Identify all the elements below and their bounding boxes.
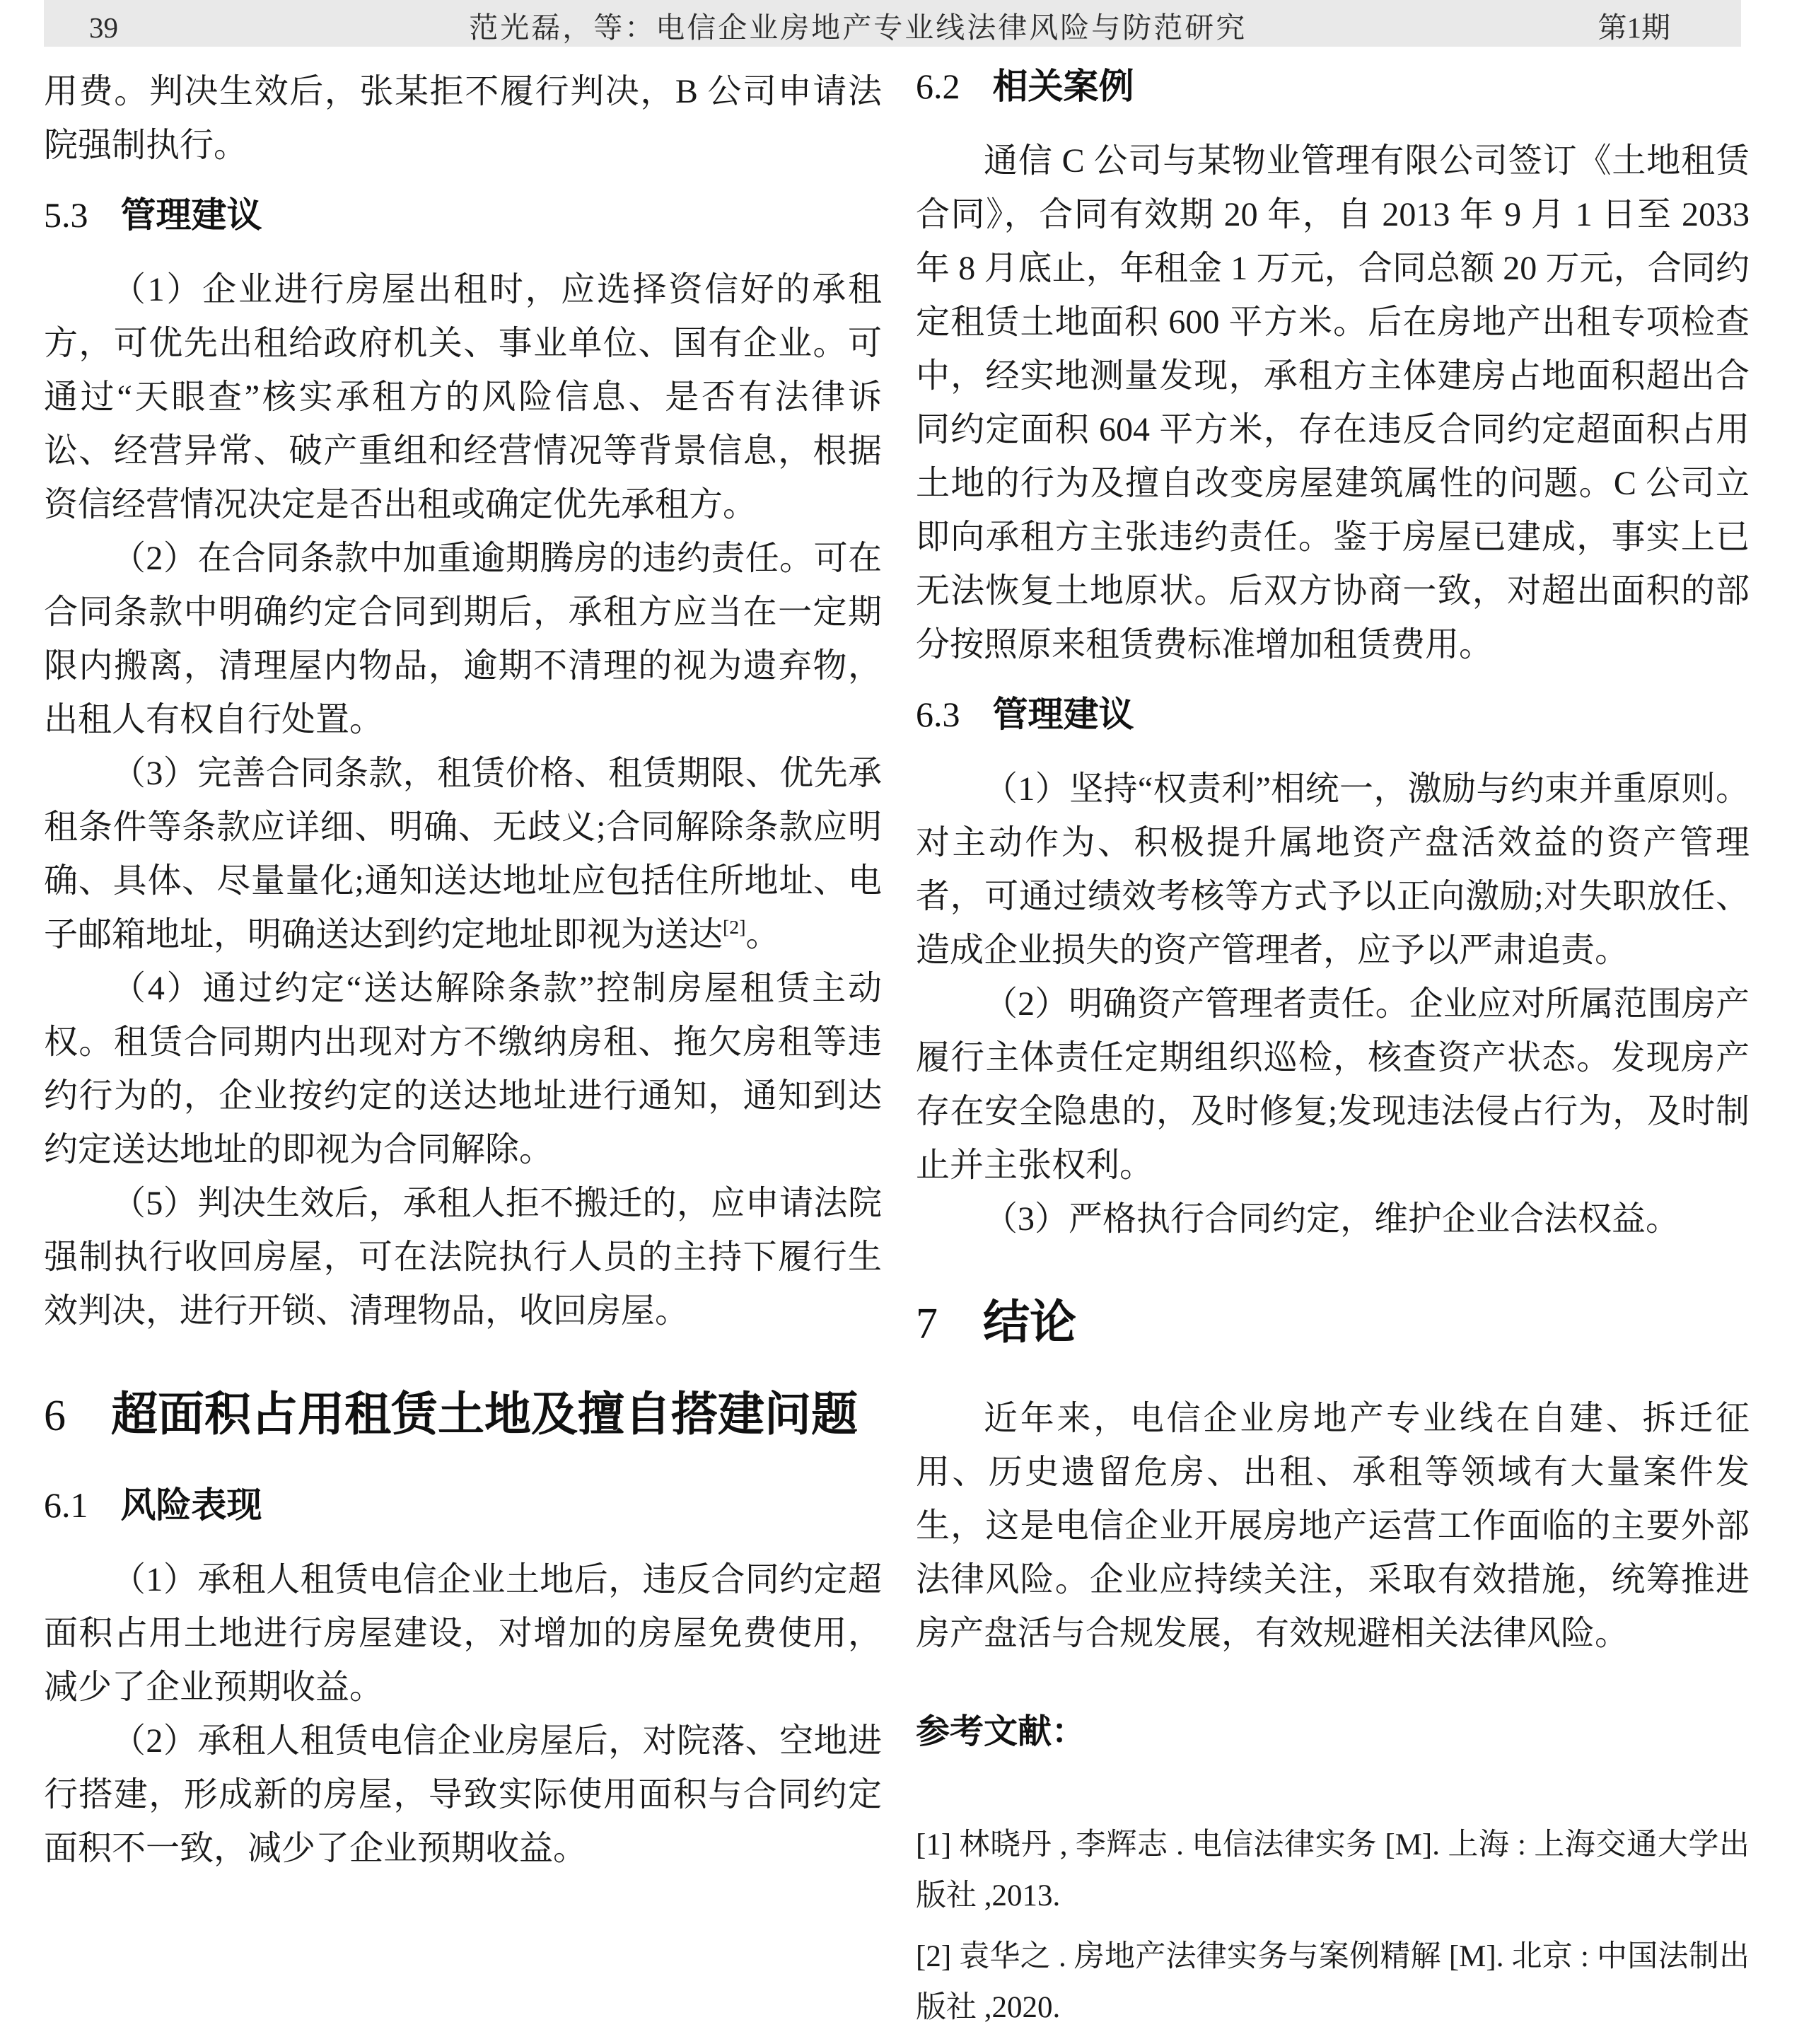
heading-number: 6.2: [916, 66, 960, 106]
paragraph: （1）坚持“权责利”相统一，激励与约束并重原则。对主动作为、积极提升属地资产盘活效益的资产管理者，可通过绩效考核等方式予以正向激励;对失职放任、造成企业损失的资产管理者，应予以严肃追责。: [916, 770, 1750, 969]
issue-label: 第1期: [1598, 11, 1670, 44]
heading-title: 管理建议: [120, 195, 262, 235]
heading-title: 结论: [983, 1296, 1076, 1348]
paragraph: （5）判决生效后，承租人拒不搬迁的，应申请法院强制执行收回房屋，可在法院执行人员的主持下履行生效判决，进行开锁、清理物品，收回房屋。: [44, 1185, 882, 1330]
heading-title: 超面积占用租赁土地及擅自搭建问题: [111, 1388, 858, 1440]
heading-section-6-1: [44, 1484, 882, 1526]
running-title: 范光磊，等：电信企业房地产专业线法律风险与防范研究: [469, 11, 1247, 44]
right-column: [916, 65, 1750, 2043]
heading-number: 5.3: [44, 195, 88, 235]
citation-2-superscript: [2]: [723, 917, 746, 939]
paragraph-continuation: 用费。判决生效后，张某拒不履行判决，B 公司申请法院强制执行。: [44, 73, 882, 164]
paragraph-conclusion: 近年来，电信企业房地产专业线在自建、拆迁征用、历史遗留危房、出租、承租等领域有大量案件发生，这是电信企业开展房地产运营工作面临的主要外部法律风险。企业应持续关注，采取有效措施，统筹推进房产盘活与合规发展，有效规避相关法律风险。: [916, 1399, 1750, 1652]
paragraph-text: （3）完善合同条款，租赁价格、租赁期限、优先承租条件等条款应详细、明确、无歧义;合同解除条款应明确、具体、尽量量化;通知送达地址应包括住所地址、电子邮箱地址，明确送达到约定地址即视为送达: [44, 755, 882, 953]
heading-title: 风险表现: [120, 1485, 262, 1525]
paragraph: （2）承租人租赁电信企业房屋后，对院落、空地进行搭建，形成新的房屋，导致实际使用面积与合同约定面积不一致，减少了企业预期收益。: [44, 1721, 882, 1867]
references-heading: 参考文献：: [916, 1712, 1086, 1750]
paragraph: （2）明确资产管理者责任。企业应对所属范围房产履行主体责任定期组织巡检，核查资产状态。发现房产存在安全隐患的，及时修复;发现违法侵占行为，及时制止并主张权利。: [916, 985, 1750, 1184]
paragraph: （4）通过约定“送达解除条款”控制房屋租赁主动权。租赁合同期内出现对方不缴纳房租、拖欠房租等违约行为的，企业按约定的送达地址进行通知，通知到达约定送达地址的即视为合同解除。: [44, 970, 882, 1168]
paragraph: [44, 747, 882, 962]
left-column: [44, 65, 882, 2043]
paragraph-text: 。: [745, 916, 780, 953]
paragraph: （1）企业进行房屋出租时，应选择资信好的承租方，可优先出租给政府机关、事业单位、国有企业。可通过“天眼查”核实承租方的风险信息、是否有法律诉讼、经营异常、破产重组和经营情况等背景信息，根据资信经营情况决定是否出租或确定优先承租方。: [44, 271, 882, 523]
heading-number: 6: [44, 1392, 66, 1440]
paragraph: 通信 C 公司与某物业管理有限公司签订《土地租赁合同》，合同有效期 20 年，自 2013 年 9 月 1 日至 2033 年 8 月底止，年租金 1 万元，合同总额 20 万元，合同约定租赁土地面积 600 平方米。后在房地产出租专项检查中，经实地测量发现，承租方主体建房占地面积超出合同约定面积 604 平方米，存在违反合同约定超面积占用土地的行为及擅自改变房屋建筑属性的问题。C 公司立即向承租方主张违约责任。鉴于房屋已建成，事实上已无法恢复土地原状。后双方协商一致，对超出面积的部分按照原来租赁费标准增加租赁费用。: [916, 142, 1750, 663]
reference-item: [2] 袁华之 . 房地产法律实务与案例精解 [M]. 北京 : 中国法制出版社 ,2020.: [916, 1940, 1750, 2025]
heading-section-6-2: [916, 65, 1750, 108]
paragraph: （1）承租人租赁电信企业土地后，违反合同约定超面积占用土地进行房屋建设，对增加的房屋免费使用，减少了企业预期收益。: [44, 1560, 882, 1706]
heading-number: 7: [916, 1300, 938, 1348]
page-header: [44, 0, 1741, 47]
heading-section-7: [916, 1293, 1750, 1352]
page-number: 39: [89, 11, 118, 44]
heading-section-6-3: [916, 693, 1750, 736]
heading-number: 6.1: [44, 1485, 88, 1525]
paragraph: （2）在合同条款中加重逾期腾房的违约责任。可在合同条款中明确约定合同到期后，承租方应当在一定期限内搬离，清理屋内物品，逾期不清理的视为遗弃物，出租人有权自行处置。: [44, 540, 882, 738]
heading-title: 管理建议: [992, 695, 1134, 734]
paragraph: （3）严格执行合同约定，维护企业合法权益。: [984, 1200, 1680, 1238]
heading-section-6: [44, 1385, 882, 1444]
two-column-layout: [44, 47, 1750, 2043]
heading-number: 6.3: [916, 695, 960, 734]
reference-item: [1] 林晓丹 , 李辉志 . 电信法律实务 [M]. 上海 : 上海交通大学出版社 ,2013.: [916, 1828, 1750, 1913]
heading-section-5-3: [44, 194, 882, 236]
heading-title: 相关案例: [992, 66, 1134, 106]
